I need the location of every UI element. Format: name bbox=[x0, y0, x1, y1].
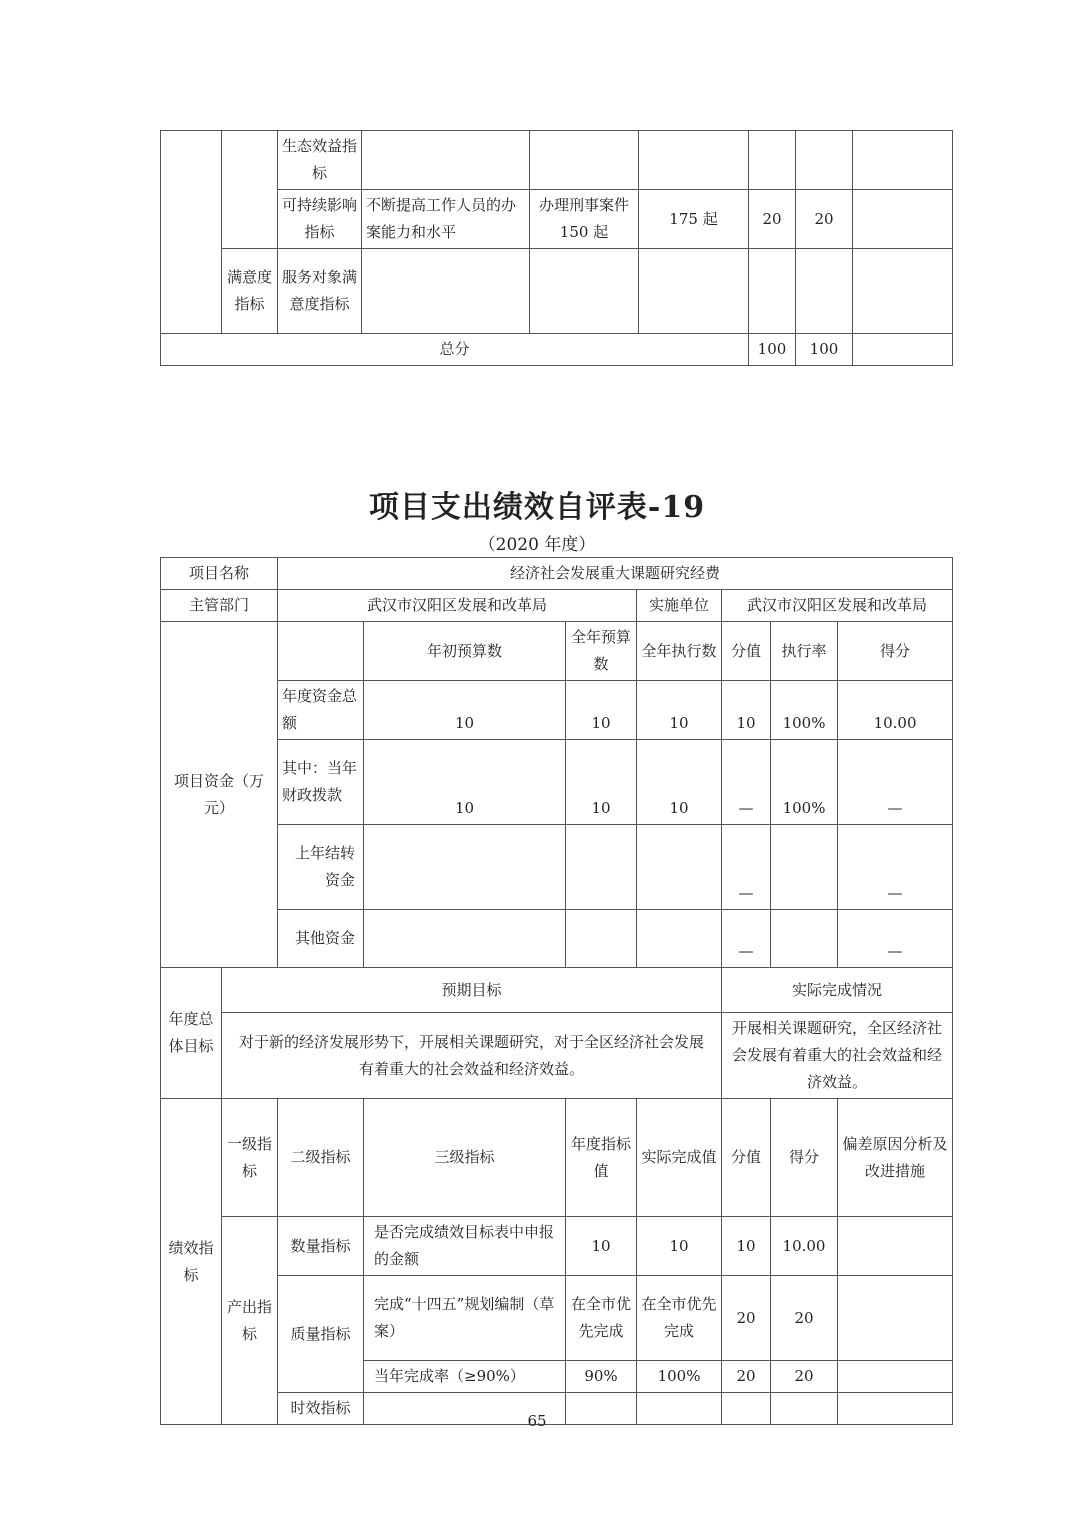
perf-header: 二级指标 bbox=[278, 1099, 364, 1217]
page-number: 65 bbox=[527, 1412, 547, 1430]
funds-row-name: 其中：当年财政拨款 bbox=[278, 740, 364, 825]
level3: 当年完成率（≥90%） bbox=[364, 1361, 566, 1393]
cell bbox=[278, 622, 364, 681]
reason bbox=[838, 1361, 953, 1393]
funds-value: 10 bbox=[637, 740, 722, 825]
dept-label: 主管部门 bbox=[161, 590, 278, 622]
funds-value bbox=[771, 825, 838, 910]
self-evaluation-table bbox=[160, 557, 953, 1425]
indicator-desc: 不断提高工作人员的办案能力和水平 bbox=[362, 190, 530, 249]
level3: 是否完成绩效目标表中申报的金额 bbox=[364, 1217, 566, 1276]
funds-value: — bbox=[722, 825, 771, 910]
got-value: 10.00 bbox=[771, 1217, 838, 1276]
total-score: 100 bbox=[749, 334, 796, 366]
funds-value: — bbox=[838, 825, 953, 910]
funds-header: 全年执行数 bbox=[637, 622, 722, 681]
level1-label: 满意度指标 bbox=[222, 249, 278, 334]
level2: 数量指标 bbox=[278, 1217, 364, 1276]
funds-value: — bbox=[722, 740, 771, 825]
score-value: 20 bbox=[722, 1276, 771, 1361]
score-value: 10 bbox=[722, 1217, 771, 1276]
cell bbox=[362, 131, 530, 190]
perf-header: 分值 bbox=[722, 1099, 771, 1217]
cell bbox=[796, 249, 853, 334]
funds-row-name: 其他资金 bbox=[278, 910, 364, 968]
perf-header: 得分 bbox=[771, 1099, 838, 1217]
cell bbox=[853, 190, 953, 249]
impl-value: 武汉市汉阳区发展和改革局 bbox=[722, 590, 953, 622]
funds-value: — bbox=[838, 740, 953, 825]
funds-header: 分值 bbox=[722, 622, 771, 681]
dept-value: 武汉市汉阳区发展和改革局 bbox=[278, 590, 637, 622]
reason bbox=[838, 1217, 953, 1276]
score-value: 20 bbox=[749, 190, 796, 249]
funds-value: 10.00 bbox=[838, 681, 953, 740]
funds-value: 10 bbox=[637, 681, 722, 740]
cell bbox=[853, 131, 953, 190]
funds-value bbox=[637, 910, 722, 968]
perf-header: 年度指标值 bbox=[566, 1099, 637, 1217]
merged-cell bbox=[161, 131, 222, 334]
funds-value: — bbox=[722, 910, 771, 968]
got-value: 20 bbox=[796, 190, 853, 249]
level3: 完成“十四五”规划编制（草案） bbox=[364, 1276, 566, 1361]
cell bbox=[530, 249, 639, 334]
actual-label: 实际完成情况 bbox=[722, 968, 953, 1013]
perf-header: 偏差原因分析及改进措施 bbox=[838, 1099, 953, 1217]
funds-value bbox=[771, 910, 838, 968]
funds-value: 10 bbox=[566, 681, 637, 740]
cell bbox=[853, 249, 953, 334]
total-label: 总分 bbox=[161, 334, 749, 366]
project-name-label: 项目名称 bbox=[161, 558, 278, 590]
expected-goal: 对于新的经济发展形势下，开展相关课题研究，对于全区经济社会发展有着重大的社会效益和经济效益。 bbox=[222, 1013, 722, 1099]
funds-value: 10 bbox=[364, 681, 566, 740]
goals-label: 年度总体目标 bbox=[161, 968, 222, 1099]
target-value: 办理刑事案件 150 起 bbox=[530, 190, 639, 249]
cell bbox=[796, 131, 853, 190]
actual-value: 在全市优先完成 bbox=[637, 1276, 722, 1361]
got-value: 20 bbox=[771, 1276, 838, 1361]
actual-value: 100% bbox=[637, 1361, 722, 1393]
funds-header: 全年预算数 bbox=[566, 622, 637, 681]
target-value: 在全市优先完成 bbox=[566, 1276, 637, 1361]
funds-value bbox=[637, 825, 722, 910]
project-name: 经济社会发展重大课题研究经费 bbox=[278, 558, 953, 590]
got-value: 20 bbox=[771, 1361, 838, 1393]
funds-value bbox=[364, 825, 566, 910]
perf-header: 一级指标 bbox=[222, 1099, 278, 1217]
funds-header: 执行率 bbox=[771, 622, 838, 681]
cell bbox=[639, 249, 749, 334]
page-subtitle: （2020 年度） bbox=[478, 535, 596, 555]
funds-value: 10 bbox=[722, 681, 771, 740]
funds-label: 项目资金（万元） bbox=[161, 622, 278, 968]
perf-header: 实际完成值 bbox=[637, 1099, 722, 1217]
cell bbox=[362, 249, 530, 334]
cell bbox=[530, 131, 639, 190]
funds-header: 得分 bbox=[838, 622, 953, 681]
continued-score-table bbox=[160, 130, 953, 366]
cell bbox=[639, 131, 749, 190]
funds-value bbox=[566, 910, 637, 968]
page-title: 项目支出绩效自评表-19 bbox=[368, 490, 706, 525]
indicator-label: 服务对象满意度指标 bbox=[278, 249, 362, 334]
cell bbox=[749, 249, 796, 334]
level2: 时效指标 bbox=[278, 1393, 364, 1425]
actual-value: 175 起 bbox=[639, 190, 749, 249]
reason bbox=[838, 1276, 953, 1361]
actual-value: 10 bbox=[637, 1217, 722, 1276]
cell bbox=[853, 334, 953, 366]
funds-value bbox=[566, 825, 637, 910]
perf-header: 三级指标 bbox=[364, 1099, 566, 1217]
funds-value: 100% bbox=[771, 740, 838, 825]
funds-value: 10 bbox=[364, 740, 566, 825]
funds-value: 10 bbox=[566, 740, 637, 825]
impl-label: 实施单位 bbox=[637, 590, 722, 622]
funds-value: 100% bbox=[771, 681, 838, 740]
target-value: 90% bbox=[566, 1361, 637, 1393]
total-got: 100 bbox=[796, 334, 853, 366]
funds-value: — bbox=[838, 910, 953, 968]
perf-label: 绩效指标 bbox=[161, 1099, 222, 1425]
indicator-label: 生态效益指标 bbox=[278, 131, 362, 190]
cell bbox=[749, 131, 796, 190]
expected-label: 预期目标 bbox=[222, 968, 722, 1013]
actual-goal: 开展相关课题研究，全区经济社会发展有着重大的社会效益和经济效益。 bbox=[722, 1013, 953, 1099]
level2: 质量指标 bbox=[278, 1276, 364, 1393]
score-value: 20 bbox=[722, 1361, 771, 1393]
merged-cell bbox=[222, 131, 278, 249]
level1-output: 产出指标 bbox=[222, 1217, 278, 1425]
indicator-label: 可持续影响指标 bbox=[278, 190, 362, 249]
funds-header: 年初预算数 bbox=[364, 622, 566, 681]
target-value: 10 bbox=[566, 1217, 637, 1276]
funds-row-name: 年度资金总额 bbox=[278, 681, 364, 740]
funds-value bbox=[364, 910, 566, 968]
funds-row-name: 上年结转资金 bbox=[278, 825, 364, 910]
